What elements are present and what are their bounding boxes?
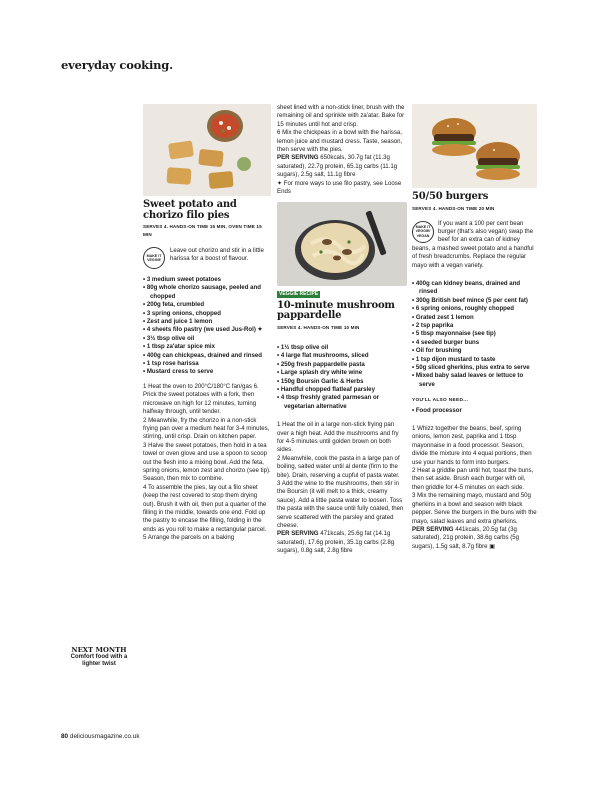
method-step: 1 Whizz together the beans, beef, spring onions, lemon zest, paprika and 1 tbsp mayonnaise in a food processor. Season, divide the mixture into 4 equal portions, then use your hands to form into burgers.: [412, 425, 532, 466]
list-item: • 200g feta, crumbled: [143, 301, 271, 309]
nutrition: [277, 530, 407, 555]
section-heading: everyday cooking.: [61, 58, 173, 72]
page-number: 80: [61, 733, 69, 740]
method: [277, 421, 407, 556]
list-item: • Mixed baby salad leaves or lettuce to serve: [412, 372, 537, 389]
list-item: • Oil for brushing: [412, 347, 537, 355]
make-it-veggie-tip: [143, 247, 271, 269]
list-item: • 2 tsp paprika: [412, 322, 537, 330]
list-item: • 6 spring onions, roughly chopped: [412, 305, 537, 313]
list-item: • 250g fresh pappardelle pasta: [277, 361, 407, 369]
end-mark-icon: ▣: [489, 542, 496, 550]
recipe-title: 10-minute mushroom pappardelle: [277, 299, 395, 322]
list-item: • 3 medium sweet potatoes: [143, 276, 271, 284]
method-step: 2 Meanwhile, cook the pasta in a large pan of boiling, salted water until al dente (firm to the bite). Drain, reserving a cupful of pasta water.: [277, 454, 400, 479]
list-item: • 50g sliced gherkins, plus extra to serve: [412, 364, 537, 372]
burgers-illustration: [412, 104, 537, 188]
list-item: • 3½ tbsp olive oil: [143, 335, 271, 343]
method-step: 3 Mix the remaining mayo, mustard and 50g gherkins in a bowl and season with black pepper. Serve the burgers in the buns with the mayo, salad leaves and extra gherkins.: [412, 492, 537, 525]
list-item: • 400g can kidney beans, drained and rinsed: [412, 280, 537, 297]
site-url: deliciousmagazine.co.uk: [69, 733, 140, 740]
method: [143, 383, 271, 543]
recipe-50-50-burgers: [412, 104, 537, 551]
make-it-vegan-text: If you want a 100 per cent bean burger (that's also vegan) swap the beef for an extra can of kidney beans, a mashed sweet potato and a handful of fresh breadcrumbs. Replace the regular mayo with a vegan variety.: [412, 219, 534, 269]
list-item: • 4 seeded burger buns: [412, 339, 537, 347]
pappardelle-photo: [277, 202, 407, 286]
per-serving-label: PER SERVING: [412, 525, 454, 533]
ingredient-list: [143, 276, 271, 377]
method-step: 1 Heat the oil in a large non-stick frying pan over a high heat. Add the mushrooms and fry for 4-5 minutes until golden brown on both sides.: [277, 421, 399, 454]
list-item: • 1 tsp rose harissa: [143, 360, 271, 368]
list-item: • 1 tsp dijon mustard to taste: [412, 356, 537, 364]
method-step: 5 Arrange the parcels on a baking: [143, 534, 235, 542]
method-step: 6 Mix the chickpeas in a bowl with the harissa, lemon juice and mustard cress. Taste, season, then serve with the pies.: [277, 129, 403, 154]
next-month-label: NEXT MONTH: [71, 646, 127, 654]
make-it-vegan-badge: MAKE IT VEGGIE/ VEGAN: [412, 221, 434, 243]
nutrition: [412, 526, 537, 551]
make-it-veggie-badge: MAKE IT VEGGIE: [143, 247, 165, 269]
make-it-vegan-tip: [412, 220, 537, 270]
method-step: 2 Heat a griddle pan until hot, toast the buns, then set aside. Brush each burger with oil, then griddle for 4-5 minutes on each side.: [412, 467, 534, 491]
list-item: • 4 large flat mushrooms, sliced: [277, 352, 407, 360]
next-month-teaser: [61, 646, 137, 669]
method-step: 3 Add the wine to the mushrooms, then stir in the Boursin (it will melt to a thick, creamy sauce). Add a little pasta water to loosen. Toss the pasta with the sauce until fully coated, then serve scattered with the parsley and grated cheese.: [277, 479, 404, 529]
method-step: 1 Heat the oven to 200°C/180°C fan/gas 6. Prick the sweet potatoes with a fork, then microwave on high for 12 minutes, turning halfway through, until tender.: [143, 382, 259, 416]
list-item: • Food processor: [412, 407, 537, 415]
pappardelle-illustration: [277, 202, 407, 286]
filo-pies-illustration: [143, 104, 271, 196]
make-it-veggie-text: Leave out chorizo and stir in a little harissa for a boost of flavour.: [170, 247, 264, 263]
list-item: • 5 tbsp mayonnaise (see tip): [412, 330, 537, 338]
equipment-list: [412, 407, 537, 415]
list-item: • 80g whole chorizo sausage, peeled and chopped: [143, 284, 271, 301]
method-step: sheet lined with a non-stick liner, brush with the remaining oil and sprinkle with za'atar. Bake for 15 minutes until hot and crisp.: [277, 104, 405, 128]
list-item: • Mustard cress to serve: [143, 368, 271, 376]
list-item: • 400g can chickpeas, drained and rinsed: [143, 352, 271, 360]
recipe-title: Sweet potato and chorizo filo pies: [143, 199, 237, 221]
list-item: • 3 spring onions, chopped: [143, 310, 271, 318]
veggie-recipe-tag: VEGGIE RECIPE: [279, 291, 319, 298]
list-item: • 4 sheets filo pastry (we used Jus-Rol) ✦: [143, 326, 271, 334]
also-need-label: YOU'LL ALSO NEED...: [412, 398, 469, 404]
per-serving-values: 650kcals, 30.7g fat (11.3g saturated), 22.7g protein, 65.1g carbs (11.1g sugars), 2.5g salt, 11.1g fibre: [277, 154, 398, 179]
list-item: • Zest and juice 1 lemon: [143, 318, 271, 326]
list-item: • Grated zest 1 lemon: [412, 314, 537, 322]
list-item: • Handful chopped flatleaf parsley: [277, 386, 407, 394]
list-item: • 300g British beef mince (5 per cent fat): [412, 297, 537, 305]
ingredient-list: [277, 344, 407, 411]
method: [412, 425, 537, 551]
method-step: 3 Halve the sweet potatoes, then hold in a tea towel or oven glove and use a spoon to scoop out the flesh into a mixing bowl. Add the feta, spring onions, lemon zest and chorizo (see tip). Season, then mix to combine.: [143, 441, 271, 483]
list-item: • Large splash dry white wine: [277, 369, 407, 377]
ingredient-list: [412, 280, 537, 389]
more-ways-note: ✦ For more ways to use filo pastry, see Loose Ends: [277, 179, 402, 196]
list-item: • 1½ tbsp olive oil: [277, 344, 407, 352]
per-serving-label: PER SERVING: [277, 154, 319, 162]
burgers-photo: [412, 104, 537, 188]
list-item: • 1 tbsp za'atar spice mix: [143, 343, 271, 351]
list-item: • 4 tbsp freshly grated parmesan or vegetarian alternative: [277, 394, 407, 411]
per-serving-values: 471kcals, 25.6g fat (14.1g saturated), 17.6g protein, 35.1g carbs (2.8g sugars), 0.8g salt, 2.8g fibre: [277, 530, 395, 555]
method-step: 2 Meanwhile, fry the chorizo in a non-stick frying pan over a medium heat for 3-4 minutes, stirring, until crisp. Drain on kitchen paper.: [143, 416, 270, 441]
method-continued: [277, 104, 407, 196]
per-serving-label: PER SERVING: [277, 530, 319, 538]
recipe-serves: SERVES 4. HANDS-ON TIME 10 MIN: [277, 324, 360, 330]
page-footer: [61, 733, 140, 740]
method-step: 4 To assemble the pies, lay out a filo sheet (keep the rest covered to stop them drying out). Brush it with oil, then put a quarter of the filling in the middle, towards one end. Fold up the pastry to encase the filling, folding in the ends as you roll to make a rectangular parcel.: [143, 483, 267, 533]
next-month-desc: Comfort food with a lighter twist: [70, 654, 128, 668]
list-item: • 150g Boursin Garlic & Herbs: [277, 378, 407, 386]
recipe-mushroom-pappardelle: [277, 104, 407, 556]
recipe-sweet-potato-pies: [143, 104, 271, 543]
per-serving-values: 441kcals, 20.5g fat (3g saturated), 21g protein, 38.6g carbs (5g sugars), 1.5g salt, 8.7g fibre: [412, 525, 520, 550]
filo-pies-photo: [143, 104, 271, 196]
recipe-serves: SERVES 4. HANDS-ON TIME 15 MIN, OVEN TIME 15 MIN: [143, 224, 262, 237]
nutrition: [277, 154, 407, 179]
recipe-serves: SERVES 4. HANDS-ON TIME 20 MIN: [412, 205, 495, 211]
recipe-title: 50/50 burgers: [412, 191, 489, 202]
